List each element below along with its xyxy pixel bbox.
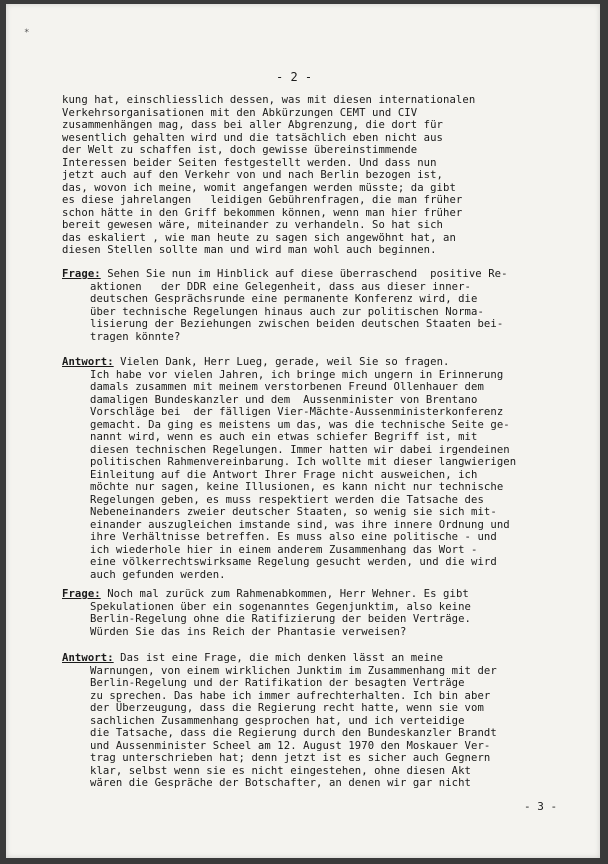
text-line: jetzt auch auf den Verkehr von und nach Berlin bezogen ist, [62,169,444,181]
text-line: zusammenhängen mag, dass bei aller Abgrenzung, die dort für [62,119,444,131]
text-line: trag unterschrieben hat; denn jetzt ist es sicher auch Gegnern [90,752,491,764]
line-text: Noch mal zurück zum Rahmenabkommen, Herr Wehner. Es gibt [100,588,469,600]
text-line: der Welt zu schaffen ist, doch gewisse übereinstimmende [62,144,418,156]
speaker-label: Frage: [62,588,101,600]
text-line: das eskaliert , wie man heute zu sagen sich angewöhnt hat, an [62,231,456,244]
text-line: diesen Stellen sollte man und wird man wohl auch beginnen. [62,244,437,256]
question-1 [62,268,592,343]
text-line: Ich habe vor vielen Jahren, ich bringe mich ungern in Erinnerung [90,368,504,381]
text-line: der Überzeugung, dass die Regierung recht hatte, wenn sie vom [90,702,484,714]
paragraph-continuation [62,94,592,257]
text-line: Einleitung auf die Antwort Ihrer Frage nicht ausweichen, ich [90,468,478,481]
text-line: auch gefunden werden. [90,568,226,581]
text-line: bereit gewesen wäre, miteinander zu verhandeln. So hat sich [62,219,444,231]
text-line: es diese jahrelangen leidigen Gebührenfragen, die man früher [62,194,463,206]
text-line: klar, selbst wenn sie es nicht eingestehen, ohne diesen Akt [90,764,472,777]
paragraph-first-line [62,356,592,369]
text-line: aktionen der DDR eine Gelegenheit, dass aus dieser inner- [90,280,472,293]
speaker-label: Frage: [62,268,101,280]
question-2 [62,588,592,638]
text-line: tragen könnte? [90,330,181,343]
text-line: Regelungen geben, es muss respektiert werden die Tatsache des [90,493,484,506]
text-line: Würden Sie das ins Reich der Phantasie verweisen? [90,625,407,638]
text-line: wären die Gespräche der Botschafter, an denen wir gar nicht [90,777,472,789]
text-line: Verkehrsorganisationen mit den Abkürzungen CEMT und CIV [62,106,418,119]
line-text: Das ist eine Frage, die mich denken lässt an meine [113,652,444,664]
text-line: schon hätte in den Griff bekommen können, wenn man hier früher [62,206,463,219]
document-page [6,4,600,858]
page-number-bottom: - 3 - [524,800,558,813]
paragraph-first-line [62,268,592,281]
text-line: das, wovon ich meine, womit angefangen werden müsste; da gibt [62,181,456,194]
speaker-label: Antwort: [62,356,114,368]
corner-mark: * [24,28,30,38]
paragraph-first-line [62,652,592,665]
line-text: Vielen Dank, Herr Lueg, gerade, weil Sie so fragen. [113,356,450,368]
text-line: sachlichen Zusammenhang gesprochen hat, und ich verteidige [90,714,465,727]
text-line: die Tatsache, dass die Regierung durch den Bundeskanzler Brandt [90,727,497,739]
text-line: Warnungen, von einem wirklichen Junktim im Zusammenhang mit der [90,664,497,677]
text-line: gemacht. Da ging es meistens um das, was die technische Seite ge- [90,418,510,431]
text-line: einander auszugleichen imstande sind, was ihre innere Ordnung und [90,518,510,531]
text-line: Berlin-Regelung und der Ratifikation der besagten Verträge [90,677,465,689]
page-number-top: - 2 - [276,70,313,84]
text-line: politischen Rahmenvereinbarung. Ich wollte mit dieser langwierigen [90,456,517,468]
text-line: Spekulationen über ein sogenanntes Gegenjunktim, also keine [90,600,472,613]
line-text: Sehen Sie nun im Hinblick auf diese überraschend positive Re- [100,268,508,280]
text-line: diesen technischen Regelungen. Immer hatten wir dabei irgendeinen [90,443,510,456]
paragraph-first-line [62,588,592,601]
text-line: Berlin-Regelung ohne die Ratifizierung der beiden Verträge. [90,613,472,625]
text-line: zu sprechen. Das habe ich immer aufrechterhalten. Ich bin aber [90,689,491,702]
text-line: nannt wird, wenn es auch ein etwas schiefer Begriff ist, mit [90,431,478,443]
text-line: Vorschläge bei der fälligen Vier-Mächte-Aussenministerkonferenz [90,406,504,418]
speaker-label: Antwort: [62,652,114,664]
text-line: wesentlich gehalten wird und die tatsächlich eben nicht aus [62,131,444,144]
answer-1 [62,356,592,581]
text-line: damals zusammen mit meinem verstorbenen Freund Ollenhauer dem [90,381,484,393]
text-line: Nebeneinanders zweier deutscher Staaten, so wenig sie sich mit- [90,506,497,518]
text-line: deutschen Gesprächsrunde eine permanente Konferenz wird, die [90,293,478,305]
text-line: kung hat, einschliesslich dessen, was mit diesen internationalen [62,94,476,106]
text-line: ihre Verhältnisse betreffen. Es muss also eine politische - und [90,531,497,543]
text-line: Interessen beider Seiten festgestellt werden. Und dass nun [62,156,437,169]
text-line: und Aussenminister Scheel am 12. August 1970 den Moskauer Ver- [90,739,491,752]
text-line: ich wiederhole hier in einem anderem Zusammenhang das Wort - [90,543,478,556]
text-line: über technische Regelungen hinaus auch zur politischen Norma- [90,305,484,318]
text-line: eine völkerrechtswirksame Regelung gesucht werden, und die wird [90,556,497,568]
text-line: lisierung der Beziehungen zwischen beiden deutschen Staaten bei- [90,318,504,330]
text-line: möchte nur sagen, keine Illusionen, es kann nicht nur technische [90,481,504,493]
text-line: damaligen Bundeskanzler und dem Aussenminister von Brentano [90,393,478,406]
answer-2 [62,652,592,790]
